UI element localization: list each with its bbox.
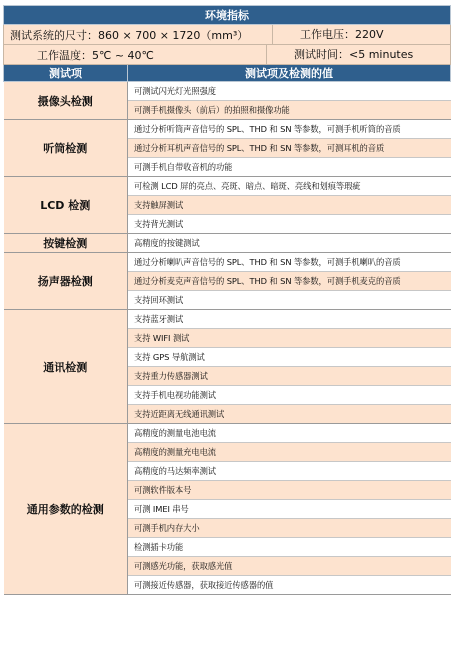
voltage-text: 工作电压：220V [272, 25, 384, 44]
test-value-cell: 可测 IMEI 串号 [128, 500, 451, 519]
column-header-item: 测试项 [4, 65, 128, 82]
category-cell: 按键检测 [4, 234, 128, 253]
dimensions-text: 测试系统的尺寸：860 × 700 × 1720（mm³） [10, 28, 249, 42]
test-value-cell: 可检测 LCD 屏的亮点、亮斑、暗点、暗斑、亮线和划痕等瑕疵 [128, 177, 451, 196]
category-cell: 摄像头检测 [4, 82, 128, 120]
env-row-2 [4, 45, 451, 65]
spec-sheet [3, 5, 450, 595]
table-row [4, 82, 451, 101]
test-value-cell: 通过分析喇叭声音信号的 SPL、THD 和 SN 等参数，可测手机喇叭的音质 [128, 253, 451, 272]
test-value-cell: 支持蓝牙测试 [128, 310, 451, 329]
test-value-cell: 高精度的按键测试 [128, 234, 451, 253]
table-row [4, 177, 451, 196]
spec-table [3, 5, 451, 595]
category-cell: 通讯检测 [4, 310, 128, 424]
test-time-text: 测试时间：<5 minutes [266, 45, 413, 64]
table-row [4, 234, 451, 253]
test-value-cell: 可测试闪光灯光照强度 [128, 82, 451, 101]
env-row-1 [4, 25, 451, 45]
category-cell: 通用参数的检测 [4, 424, 128, 595]
test-value-cell: 通过分析麦克声音信号的 SPL、THD 和 SN 等参数，可测手机麦克的音质 [128, 272, 451, 291]
test-value-cell: 通过分析听筒声音信号的 SPL、THD 和 SN 等参数，可测手机听筒的音质 [128, 120, 451, 139]
test-value-cell: 支持背光测试 [128, 215, 451, 234]
test-value-cell: 支持 GPS 导航测试 [128, 348, 451, 367]
test-value-cell: 通过分析耳机声音信号的 SPL、THD 和 SN 等参数，可测耳机的音质 [128, 139, 451, 158]
table-row [4, 424, 451, 443]
category-cell: 扬声器检测 [4, 253, 128, 310]
test-value-cell: 可测手机内存大小 [128, 519, 451, 538]
test-value-cell: 可测手机摄像头（前后）的拍照和摄像功能 [128, 101, 451, 120]
test-value-cell: 支持 WIFI 测试 [128, 329, 451, 348]
category-cell: 听筒检测 [4, 120, 128, 177]
test-value-cell: 支持重力传感器测试 [128, 367, 451, 386]
category-cell: LCD 检测 [4, 177, 128, 234]
env-title: 环境指标 [4, 6, 451, 25]
test-value-cell: 高精度的测量充电电流 [128, 443, 451, 462]
table-row [4, 120, 451, 139]
test-value-cell: 可测接近传感器，获取接近传感器的值 [128, 576, 451, 595]
test-value-cell: 支持回环测试 [128, 291, 451, 310]
table-row [4, 253, 451, 272]
test-value-cell: 高精度的马达频率测试 [128, 462, 451, 481]
test-value-cell: 高精度的测量电池电流 [128, 424, 451, 443]
temperature-text: 工作温度：5℃ ~ 40℃ [37, 48, 154, 62]
test-value-cell: 支持触屏测试 [128, 196, 451, 215]
test-value-cell: 可测感光功能，获取感光值 [128, 557, 451, 576]
test-value-cell: 可测软件版本号 [128, 481, 451, 500]
column-header-value: 测试项及检测的值 [128, 65, 451, 82]
test-value-cell: 可测手机自带收音机的功能 [128, 158, 451, 177]
test-value-cell: 支持近距离无线通讯测试 [128, 405, 451, 424]
test-value-cell: 支持手机电视功能测试 [128, 386, 451, 405]
test-value-cell: 检测插卡功能 [128, 538, 451, 557]
table-row [4, 310, 451, 329]
